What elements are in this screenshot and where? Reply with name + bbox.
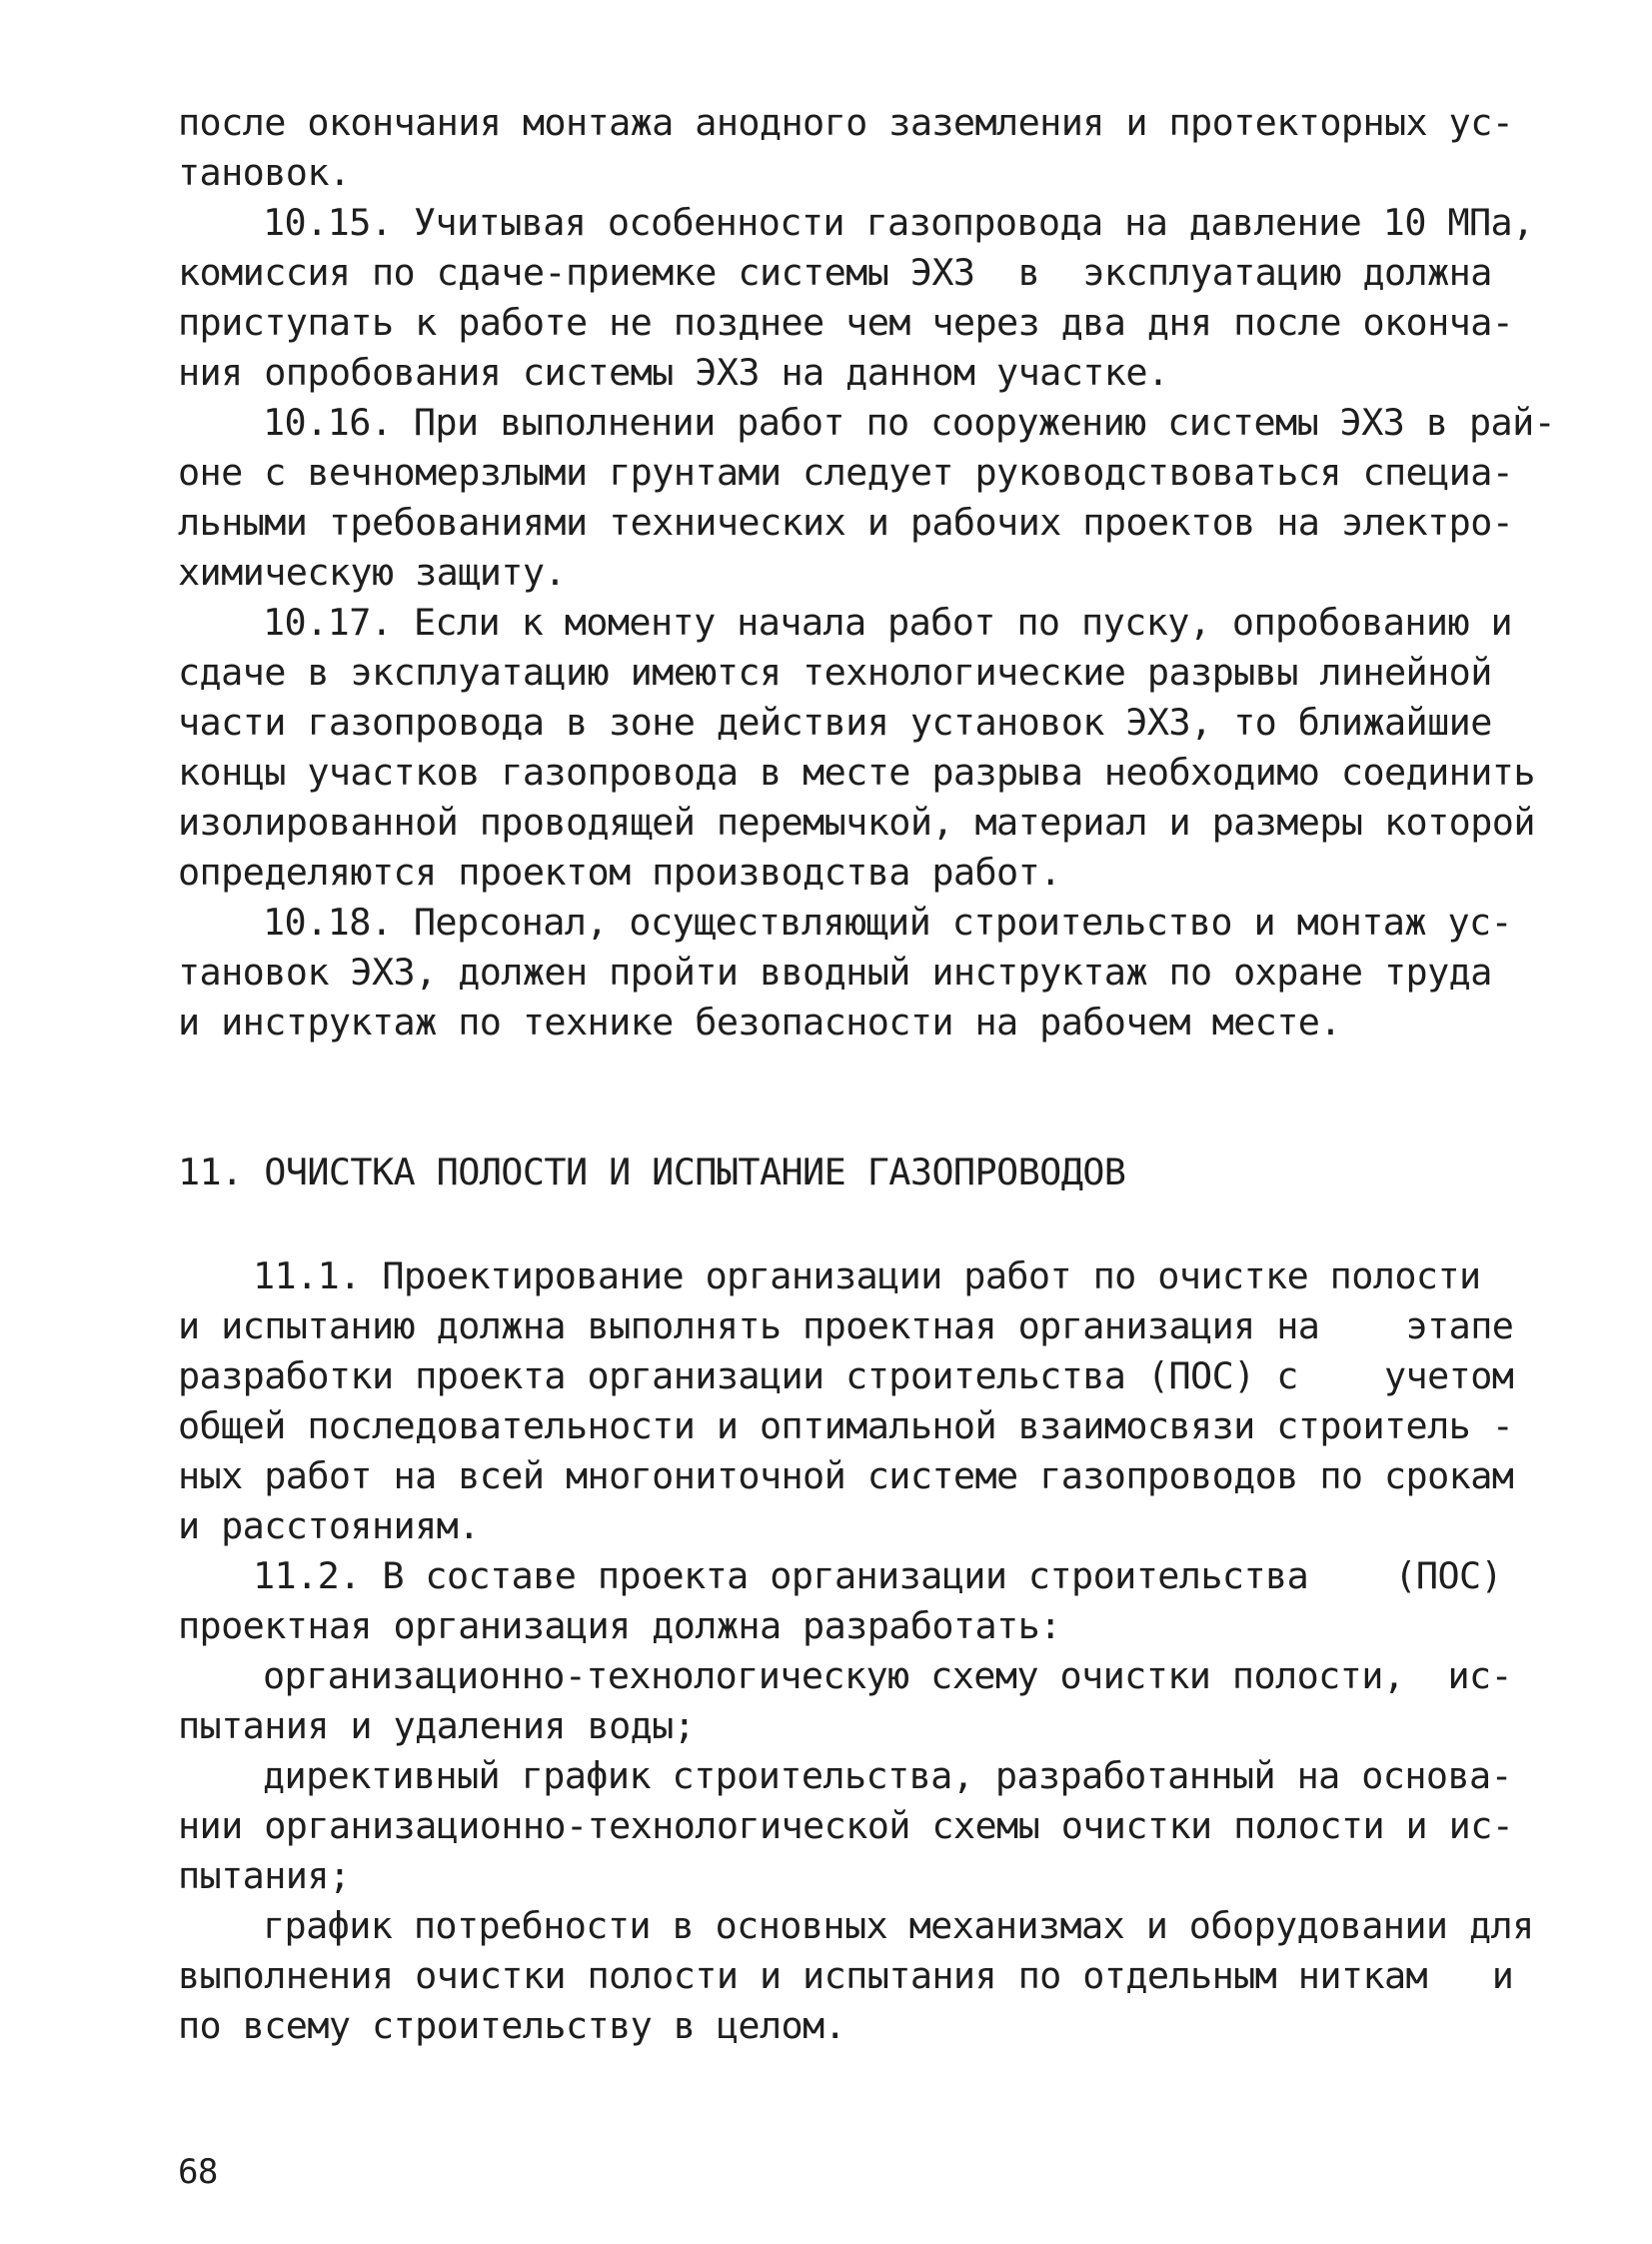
clause-10-15-line: 10.15. Учитывая особенности газопровода на давление 10 МПа, <box>263 201 1534 244</box>
clause-10-17-line: 10.17. Если к моменту начала работ по пуску, опробованию и <box>263 601 1513 644</box>
list-item-line: директивный график строительства, разработанный на основа- <box>263 1754 1513 1797</box>
list-item-line: по всему строительству в целом. <box>178 2004 846 2047</box>
body-text-line: и испытанию должна выполнять проектная организация на этапе <box>178 1304 1514 1347</box>
body-text-line: тановок. <box>178 151 351 194</box>
body-text-line: после окончания монтажа анодного заземления и протекторных ус- <box>178 101 1514 144</box>
list-item-line: пытания и удаления воды; <box>178 1704 696 1747</box>
list-item-line: график потребности в основных механизмах и оборудовании для <box>263 1904 1534 1947</box>
body-text-line: общей последовательности и оптимальной взаимосвязи строитель - <box>178 1404 1514 1447</box>
body-text-line: сдаче в эксплуатацию имеются технологические разрывы линейной <box>178 651 1492 694</box>
clause-10-16-line: 10.16. При выполнении работ по сооружению системы ЭХЗ в рай- <box>263 401 1556 444</box>
body-text-line: и расстояниям. <box>178 1504 480 1547</box>
body-text-line: определяются проектом производства работ. <box>178 851 1061 894</box>
list-item-line: пытания; <box>178 1854 351 1897</box>
body-text-line: и инструктаж по технике безопасности на рабочем месте. <box>178 1001 1341 1044</box>
body-text-line: химическую защиту. <box>178 551 566 594</box>
body-text-line: проектная организация должна разработать: <box>178 1604 1061 1647</box>
clause-11-2-line: 11.2. В составе проекта организации строительства (ПОС) <box>253 1554 1503 1597</box>
body-text-line: части газопровода в зоне действия установок ЭХЗ, то ближайшие <box>178 701 1492 744</box>
body-text-line: оне с вечномерзлыми грунтами следует руководствоваться специа- <box>178 451 1514 494</box>
body-text-line: льными требованиями технических и рабочих проектов на электро- <box>178 501 1514 544</box>
list-item-line: организационно-технологическую схему очистки полости, ис- <box>263 1654 1513 1697</box>
clause-11-1-line: 11.1. Проектирование организации работ по очистке полости <box>253 1254 1481 1297</box>
section-heading: 11. ОЧИСТКА ПОЛОСТИ И ИСПЫТАНИЕ ГАЗОПРОВОДОВ <box>178 1150 1126 1193</box>
body-text-line: ных работ на всей многониточной системе газопроводов по срокам <box>178 1454 1514 1497</box>
page-number: 68 <box>178 2152 218 2192</box>
clause-10-18-line: 10.18. Персонал, осуществляющий строительство и монтаж ус- <box>263 901 1513 944</box>
list-item-line: нии организационно-технологической схемы очистки полости и ис- <box>178 1804 1514 1847</box>
body-text-line: концы участков газопровода в месте разрыва необходимо соединить <box>178 751 1535 794</box>
list-item-line: выполнения очистки полости и испытания по отдельным ниткам и <box>178 1954 1514 1997</box>
body-text-line: приступать к работе не позднее чем через два дня после оконча- <box>178 301 1514 344</box>
body-text-line: изолированной проводящей перемычкой, материал и размеры которой <box>178 801 1535 844</box>
body-text-line: тановок ЭХЗ, должен пройти вводный инструктаж по охране труда <box>178 951 1492 994</box>
body-text-line: комиссия по сдаче-приемке системы ЭХЗ в эксплуатацию должна <box>178 251 1492 294</box>
body-text-line: ния опробования системы ЭХЗ на данном участке. <box>178 351 1169 394</box>
body-text-line: разработки проекта организации строительства (ПОС) с учетом <box>178 1354 1514 1397</box>
